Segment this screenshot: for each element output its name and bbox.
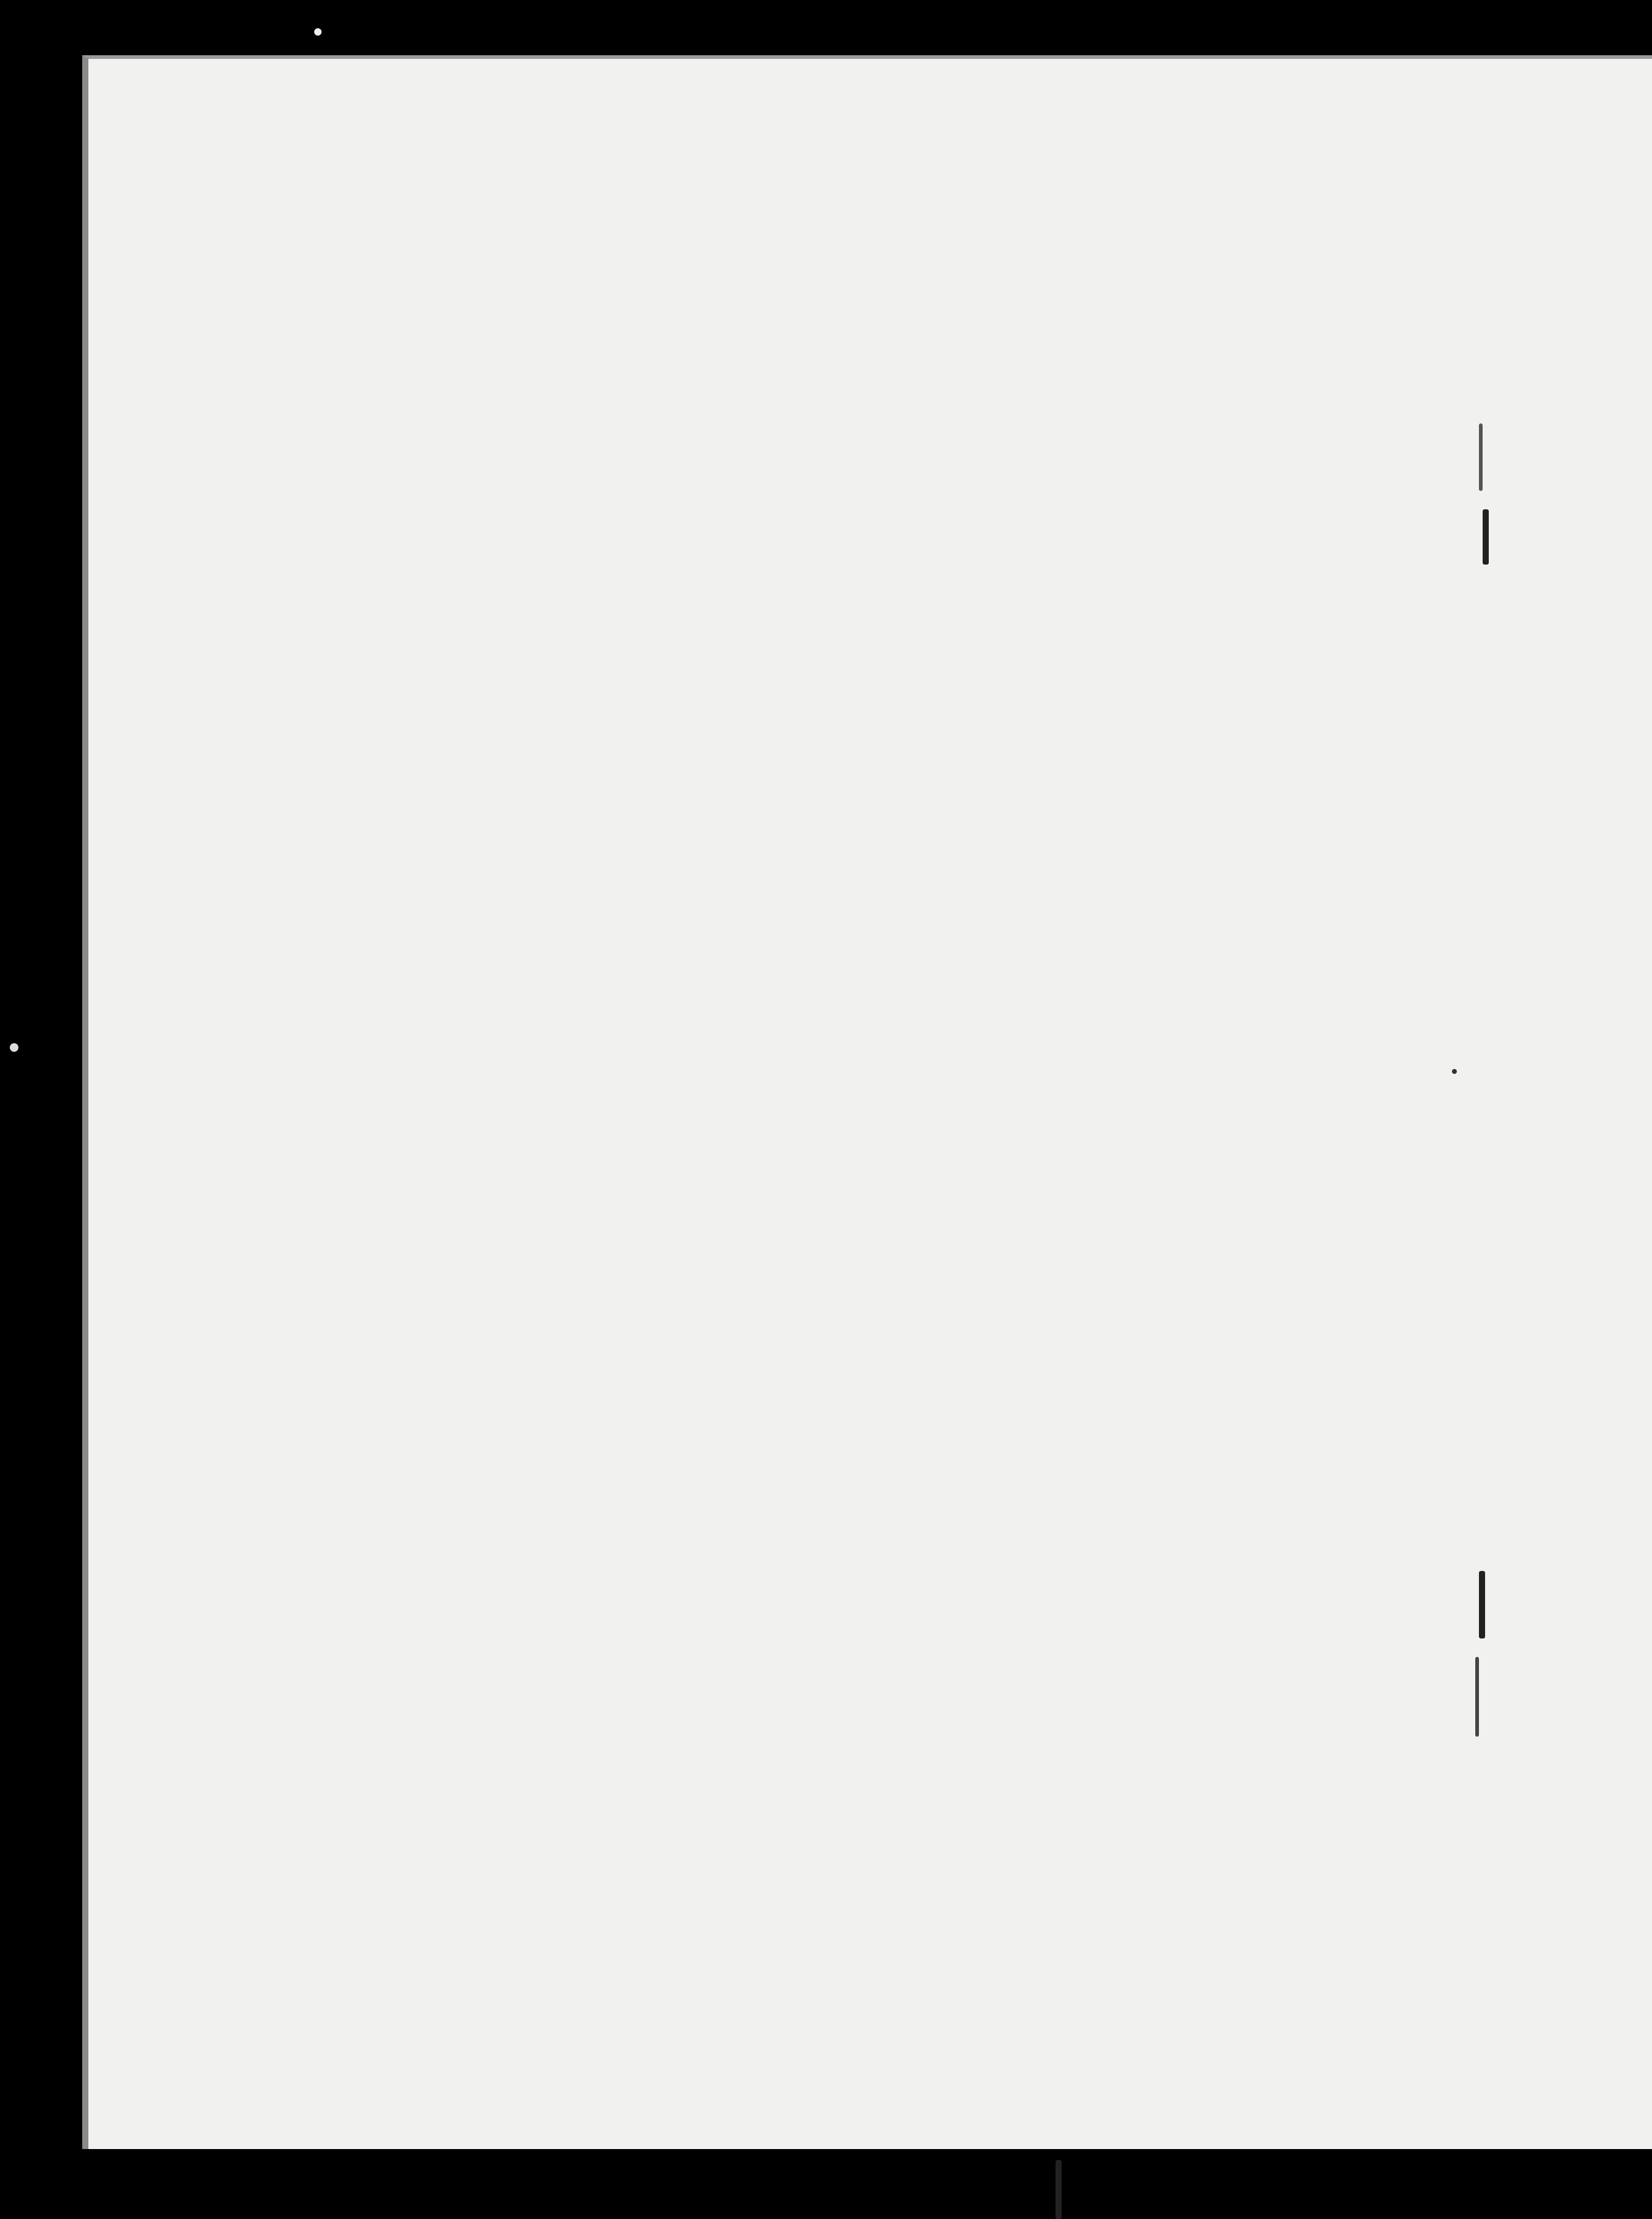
gutter-mark [1479,1571,1485,1638]
facing-fragment [1603,1397,1652,1441]
gutter-mark [1479,423,1483,491]
facing-fragment [1603,955,1652,999]
page-body [263,282,1327,307]
facing-fragment [1603,277,1652,322]
facing-fragment [1603,866,1652,911]
facing-fragment [1603,1264,1652,1308]
facing-fragment [1603,542,1652,587]
facing-fragment [1603,734,1652,778]
facing-fragment [1603,498,1652,542]
book-page [82,55,1652,2149]
facing-fragment [1603,1618,1652,1662]
facing-fragment [1603,911,1652,955]
facing-fragment [1603,1750,1652,1794]
facing-fragment [1603,690,1652,734]
facing-fragment [1603,366,1652,410]
facing-fragment [1603,1353,1652,1397]
facing-fragment [1603,1529,1652,1573]
facing-fragment [1603,1441,1652,1485]
facing-fragment [1603,1485,1652,1529]
facing-fragment [1603,1794,1652,1839]
facing-fragment [1603,1176,1652,1220]
facing-fragment [1603,410,1652,454]
facing-fragment [1603,1220,1652,1264]
facing-fragment [1603,1043,1652,1087]
facing-fragment [1603,1706,1652,1750]
scan-speck [10,1043,18,1052]
scan-speck [1452,1069,1457,1074]
scan-speck [314,28,322,36]
facing-fragment [1603,822,1652,866]
facing-fragment [1603,1942,1652,1986]
facing-fragment [1603,1087,1652,1132]
facing-fragment [1603,1132,1652,1176]
facing-fragment [1603,322,1652,366]
facing-fragment [1603,454,1652,498]
facing-fragment [1603,999,1652,1043]
facing-fragment [1603,1662,1652,1706]
facing-fragment [1603,1308,1652,1353]
gutter-mark [1475,1657,1479,1737]
gutter-mark [1056,2160,1062,2219]
facing-fragment [1603,778,1652,822]
facing-page-fragments [1603,277,1652,1986]
facing-fragment [1603,1573,1652,1618]
gutter-mark [1483,509,1489,565]
